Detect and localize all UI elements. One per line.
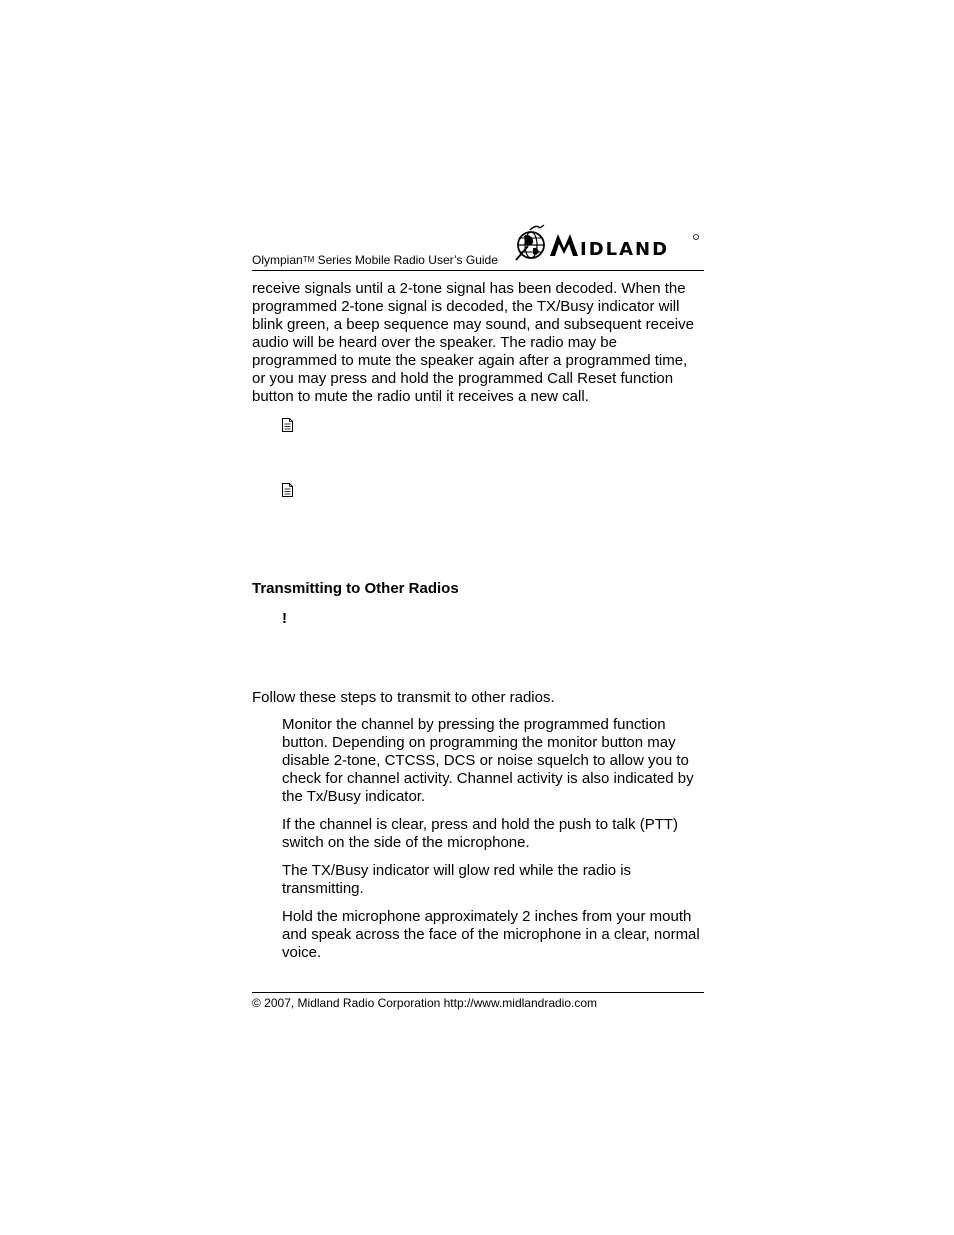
page-footer	[252, 996, 597, 1010]
page-header	[252, 222, 704, 271]
copyright-symbol: ©	[252, 996, 261, 1010]
follow-text: Follow these steps to transmit to other radios.	[252, 689, 555, 706]
note-icon	[282, 418, 293, 432]
document-page	[252, 222, 704, 1010]
header-title-suffix: Series Mobile Radio User’s Guide	[314, 253, 498, 267]
footer-text: 2007, Midland Radio Corporation http://www.midlandradio.com	[260, 996, 598, 1010]
trademark-mark: TM	[302, 255, 315, 264]
header-title-prefix: Olympian	[252, 253, 303, 267]
header-title	[252, 253, 498, 267]
svg-text:IDLAND: IDLAND	[580, 239, 670, 260]
intro-paragraph: receive signals until a 2-tone signal has been decoded. When the programmed 2-tone signal is decoded, the TX/Busy indicator will blink green, a beep sequence may sound, and subsequent receive audio will be heard over the speaker. The radio may be programmed to mute the speaker again after a programmed time, or you may press and hold the programmed Call Reset function button to mute the radio until it receives a new call.	[252, 280, 694, 405]
note-icon	[282, 483, 293, 497]
step-item: Hold the microphone approximately 2 inches from your mouth and speak across the face of the microphone in a clear, normal voice.	[282, 908, 700, 961]
step-item: If the channel is clear, press and hold the push to talk (PTT) switch on the side of the microphone.	[282, 816, 679, 851]
step-item: The TX/Busy indicator will glow red while the radio is transmitting.	[282, 862, 632, 897]
footer-divider	[252, 992, 704, 993]
steps-list	[282, 716, 704, 972]
section-heading: Transmitting to Other Radios	[252, 580, 459, 597]
warning-symbol: !	[282, 610, 287, 627]
step-item: Monitor the channel by pressing the programmed function button. Depending on programming the monitor button may disable 2-tone, CTCSS, DCS or noise squelch to allow you to check for channel activity. Channel activity is also indicated by the Tx/Busy indicator.	[282, 716, 694, 805]
globe-logo-icon	[516, 225, 544, 260]
midland-logo	[514, 224, 702, 266]
